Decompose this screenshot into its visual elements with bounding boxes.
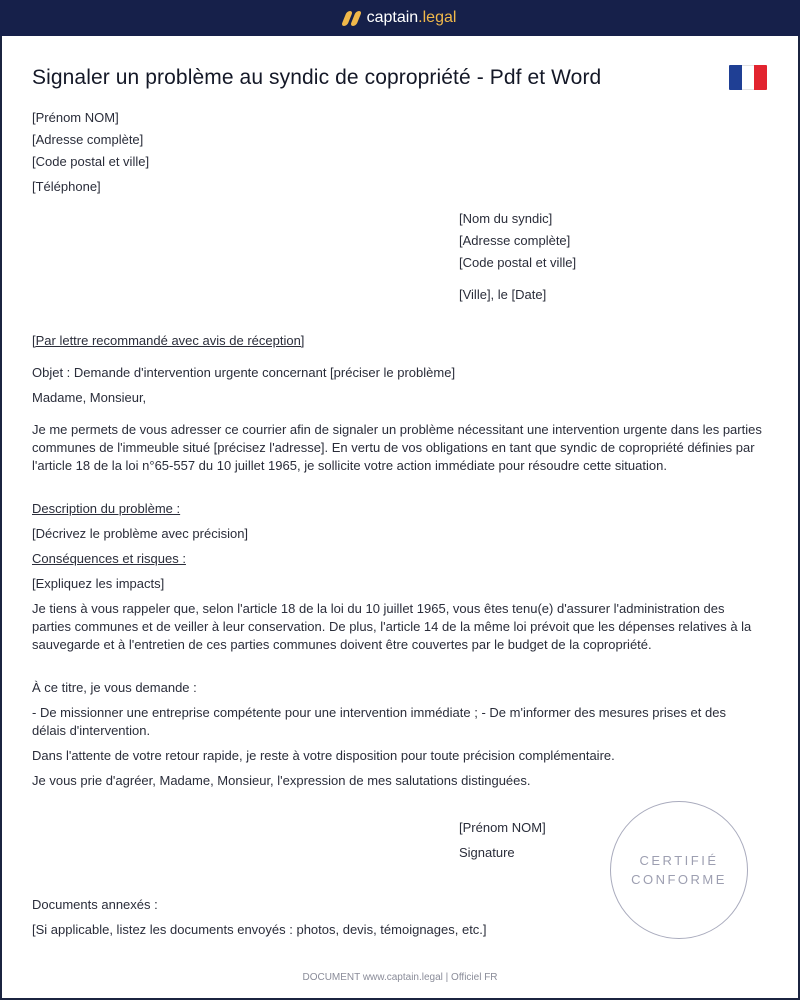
certified-stamp: [610, 801, 748, 939]
stamp-line-2: CONFORME: [631, 872, 727, 887]
intro-paragraph: Je me permets de vous adresser ce courrier afin de signaler un problème nécessitant une intervention urgente dans les parties communes de l'immeuble situé [précisez l'adresse]. En vertu de vos obligations en tant que syndic de copropriété définies par l'article 18 de la loi n°65-557 du 10 juillet 1965, je sollicite votre action immédiate pour résoudre cette situation.: [32, 422, 762, 473]
france-flag-icon: [729, 65, 767, 90]
brand-name: captain: [366, 9, 419, 26]
sender-city: [Code postal et ville]: [32, 154, 150, 169]
annex-heading: Documents annexés :: [32, 897, 158, 912]
greeting: Madame, Monsieur,: [32, 390, 147, 405]
recipient-name: [Nom du syndic]: [459, 211, 553, 226]
requests-paragraph: - De missionner une entreprise compétente pour une intervention immédiate ; - De m'informer des mesures prises et des délais d'intervention.: [32, 705, 726, 738]
signature-name: [Prénom NOM]: [459, 820, 546, 835]
top-bar: [0, 0, 800, 36]
place-date: [Ville], le [Date]: [459, 287, 547, 302]
closing-salutation: Je vous prie d'agréer, Madame, Monsieur, l'expression de mes salutations distinguées.: [32, 773, 531, 788]
stamp-line-1: CERTIFIÉ: [639, 853, 719, 868]
footer-text: DOCUMENT www.captain.legal | Officiel FR: [302, 972, 498, 983]
captain-logo-icon: [344, 11, 359, 26]
closing-availability: Dans l'attente de votre retour rapide, je reste à votre disposition pour toute précision complémentaire.: [32, 748, 615, 763]
sender-phone: [Téléphone]: [32, 179, 101, 194]
description-placeholder: [Décrivez le problème avec précision]: [32, 526, 249, 541]
delivery-mode: [Par lettre recommandé avec avis de réception]: [32, 333, 305, 348]
consequences-heading: Conséquences et risques :: [32, 551, 186, 566]
sender-address: [Adresse complète]: [32, 132, 144, 147]
subject-line: Objet : Demande d'intervention urgente concernant [préciser le problème]: [32, 365, 456, 380]
sender-name: [Prénom NOM]: [32, 110, 119, 125]
consequences-placeholder: [Expliquez les impacts]: [32, 576, 165, 591]
request-intro: À ce titre, je vous demande :: [32, 680, 197, 695]
document-page: [2, 36, 798, 998]
document-title: Signaler un problème au syndic de copropriété - Pdf et Word: [32, 66, 602, 89]
brand-logo[interactable]: [344, 9, 457, 27]
description-heading: Description du problème :: [32, 501, 181, 516]
signature-label: Signature: [459, 845, 515, 860]
annex-placeholder: [Si applicable, listez les documents envoyés : photos, devis, témoignages, etc.]: [32, 922, 487, 937]
brand-tld: .legal: [418, 9, 457, 26]
legal-reminder-paragraph: Je tiens à vous rappeler que, selon l'article 18 de la loi du 10 juillet 1965, vous êtes tenu(e) d'assurer l'administration des parties communes et de veiller à leur conservation. De plus, l'article 14 de la même loi prévoit que les dépenses relatives à la sauvegarde et à l'entretien de ces parties communes doivent être couvertes par le budget de la copropriété.: [32, 601, 752, 652]
recipient-city: [Code postal et ville]: [459, 255, 577, 270]
recipient-address: [Adresse complète]: [459, 233, 571, 248]
